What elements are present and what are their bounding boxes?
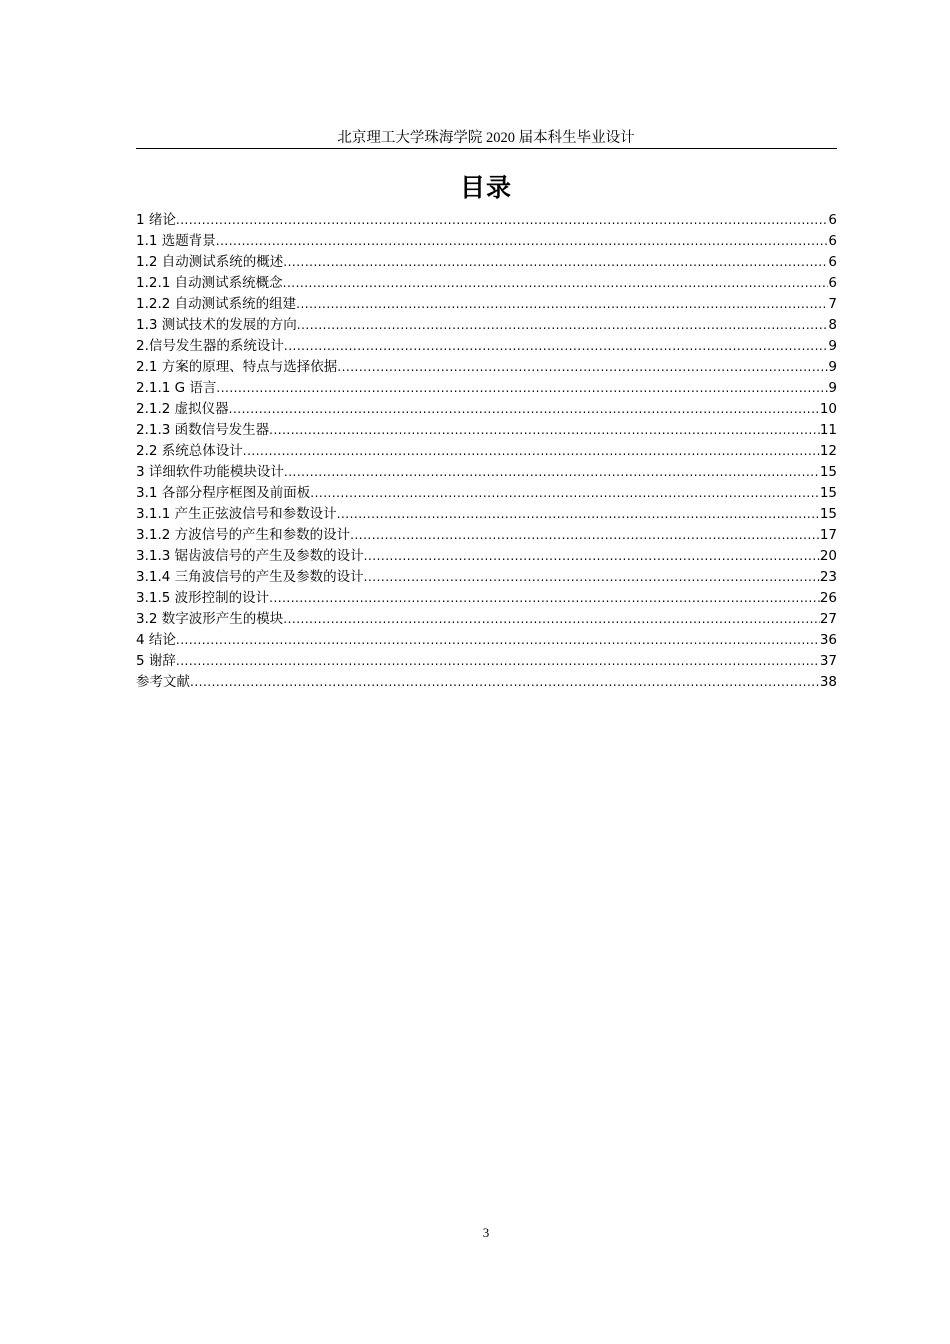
toc-entry[interactable]	[136, 609, 837, 630]
toc-entry[interactable]	[136, 252, 837, 273]
toc-entry-label: 3.1.1 产生正弦波信号和参数设计	[136, 506, 337, 522]
toc-dot-leader	[284, 462, 820, 483]
toc-entry-page: 38	[819, 674, 837, 690]
toc-entry-label: 3.1 各部分程序框图及前面板	[136, 485, 311, 501]
page-title: 目录	[459, 173, 512, 202]
toc-dot-leader	[216, 231, 829, 252]
toc-entry-page: 15	[819, 464, 837, 480]
toc-entry-label: 2.1.1 G 语言	[136, 380, 217, 396]
toc-entry-label: 3.1.3 锯齿波信号的产生及参数的设计	[136, 548, 364, 564]
toc-entry[interactable]	[136, 231, 837, 252]
toc-entry-page: 15	[819, 506, 837, 522]
toc-entry-page: 17	[819, 527, 837, 543]
toc-dot-leader	[190, 672, 820, 693]
toc-dot-leader	[310, 483, 820, 504]
toc-dot-leader	[284, 336, 829, 357]
toc-entry[interactable]	[136, 273, 837, 294]
toc-entry[interactable]	[136, 630, 837, 651]
toc-entry-page: 10	[819, 401, 837, 417]
toc-dot-leader	[269, 420, 820, 441]
toc-dot-leader	[337, 357, 828, 378]
toc-entry-label: 3.1.2 方波信号的产生和参数的设计	[136, 527, 351, 543]
toc-dot-leader	[337, 504, 820, 525]
toc-entry-label: 参考文献	[136, 674, 190, 690]
toc-entry-page: 37	[819, 653, 837, 669]
toc-dot-leader	[364, 567, 820, 588]
toc-dot-leader	[283, 273, 829, 294]
toc-entry-page: 15	[819, 485, 837, 501]
header-rule	[136, 148, 837, 149]
toc-entry-page: 12	[819, 443, 837, 459]
toc-entry-page: 36	[819, 632, 837, 648]
toc-entry[interactable]	[136, 462, 837, 483]
toc-entry-page: 26	[819, 590, 837, 606]
toc-dot-leader	[229, 399, 820, 420]
toc-entry[interactable]	[136, 294, 837, 315]
toc-entry-label: 1.1 选题背景	[136, 233, 216, 249]
toc-entry[interactable]	[136, 441, 837, 462]
toc-entry-page: 7	[828, 296, 837, 312]
toc-entry-label: 1.2.1 自动测试系统概念	[136, 275, 283, 291]
toc-dot-leader	[269, 588, 820, 609]
toc-entry[interactable]	[136, 420, 837, 441]
toc-entry-page: 23	[819, 569, 837, 585]
page-number: 3	[482, 1225, 490, 1240]
toc-dot-leader	[176, 651, 820, 672]
toc-dot-leader	[176, 210, 829, 231]
toc-dot-leader	[176, 630, 820, 651]
toc-entry-page: 11	[819, 422, 837, 438]
toc-entry-page: 9	[828, 359, 837, 375]
table-of-contents	[136, 210, 837, 693]
toc-entry-label: 3 详细软件功能模块设计	[136, 464, 284, 480]
toc-entry-label: 3.1.4 三角波信号的产生及参数的设计	[136, 569, 364, 585]
toc-dot-leader	[350, 525, 820, 546]
toc-entry[interactable]	[136, 651, 837, 672]
toc-entry-page: 9	[828, 380, 837, 396]
toc-entry-label: 5 谢辞	[136, 653, 176, 669]
toc-entry[interactable]	[136, 357, 837, 378]
toc-entry-label: 1.3 测试技术的发展的方向	[136, 317, 297, 333]
toc-entry-label: 1.2.2 自动测试系统的组建	[136, 296, 297, 312]
toc-dot-leader	[283, 609, 820, 630]
toc-entry-page: 6	[828, 275, 837, 291]
toc-entry-page: 6	[828, 212, 837, 228]
toc-entry-page: 20	[819, 548, 837, 564]
toc-entry[interactable]	[136, 399, 837, 420]
toc-entry-label: 1 绪论	[136, 212, 176, 228]
toc-entry-label: 2.1.3 函数信号发生器	[136, 422, 270, 438]
toc-entry[interactable]	[136, 567, 837, 588]
toc-entry-page: 9	[828, 338, 837, 354]
toc-entry-page: 6	[828, 254, 837, 270]
toc-entry-label: 2.2 系统总体设计	[136, 443, 243, 459]
toc-entry[interactable]	[136, 483, 837, 504]
toc-entry-label: 2.1.2 虚拟仪器	[136, 401, 229, 417]
toc-dot-leader	[296, 294, 828, 315]
toc-dot-leader	[283, 252, 828, 273]
toc-entry[interactable]	[136, 525, 837, 546]
toc-entry-page: 27	[819, 611, 837, 627]
toc-entry[interactable]	[136, 504, 837, 525]
toc-entry-page: 8	[828, 317, 837, 333]
toc-entry-label: 3.2 数字波形产生的模块	[136, 611, 284, 627]
toc-entry-label: 2.信号发生器的系统设计	[136, 338, 284, 354]
toc-entry-label: 3.1.5 波形控制的设计	[136, 590, 270, 606]
toc-entry[interactable]	[136, 378, 837, 399]
toc-entry-label: 1.2 自动测试系统的概述	[136, 254, 284, 270]
toc-entry[interactable]	[136, 546, 837, 567]
toc-dot-leader	[364, 546, 820, 567]
toc-entry[interactable]	[136, 210, 837, 231]
running-header: 北京理工大学珠海学院 2020 届本科生毕业设计	[337, 130, 635, 146]
toc-dot-leader	[297, 315, 829, 336]
toc-entry-label: 2.1 方案的原理、特点与选择依据	[136, 359, 338, 375]
toc-dot-leader	[216, 378, 828, 399]
toc-entry[interactable]	[136, 588, 837, 609]
toc-entry-page: 6	[828, 233, 837, 249]
toc-entry[interactable]	[136, 315, 837, 336]
toc-entry[interactable]	[136, 336, 837, 357]
toc-dot-leader	[243, 441, 820, 462]
toc-entry[interactable]	[136, 672, 837, 693]
toc-entry-label: 4 结论	[136, 632, 176, 648]
